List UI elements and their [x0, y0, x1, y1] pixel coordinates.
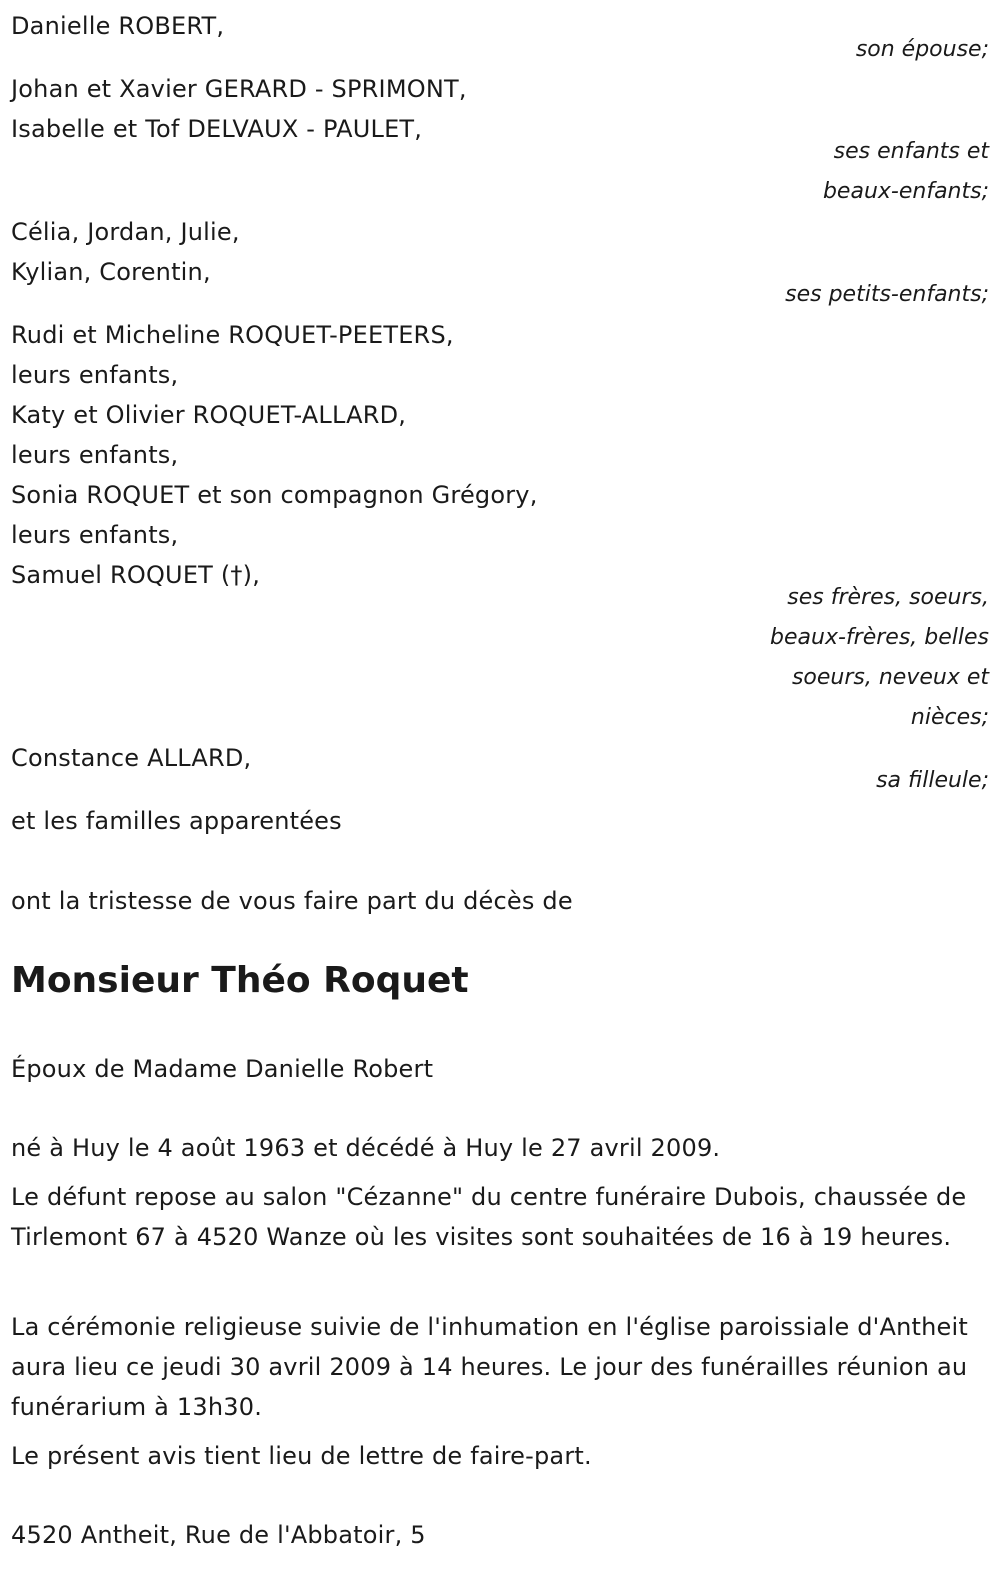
relation-label: son épouse;: [855, 37, 989, 62]
family-others: et les familles apparentées: [11, 807, 342, 835]
family-name-line: Kylian, Corentin,: [11, 258, 211, 286]
relation-label: ses enfants et: [833, 139, 989, 164]
visitation-paragraph: Le défunt repose au salon "Cézanne" du centre funéraire Dubois, chaussée de Tirlemont 67 à 4520 Wanze où les visites sont souhaitées de 16 à 19 heures.: [11, 1183, 967, 1251]
family-name-line: leurs enfants,: [11, 441, 179, 469]
announcement-text: ont la tristesse de vous faire part du décès de: [11, 887, 573, 915]
relation-label: beaux-frères, belles: [770, 625, 989, 650]
relation-label: beaux-enfants;: [822, 179, 989, 204]
family-name-line: Johan et Xavier GERARD - SPRIMONT,: [11, 75, 467, 103]
address-line: 4520 Antheit, Rue de l'Abbatoir, 5: [11, 1521, 426, 1549]
family-name-line: Rudi et Micheline ROQUET-PEETERS,: [11, 321, 454, 349]
family-name-line: Isabelle et Tof DELVAUX - PAULET,: [11, 115, 423, 143]
birth-death-line: né à Huy le 4 août 1963 et décédé à Huy le 27 avril 2009.: [11, 1134, 721, 1162]
spouse-line: Époux de Madame Danielle Robert: [11, 1055, 434, 1083]
deceased-name: Monsieur Théo Roquet: [11, 960, 469, 1001]
relation-label: sa filleule;: [876, 768, 989, 793]
relation-label: nièces;: [910, 705, 989, 730]
ceremony-paragraph: La cérémonie religieuse suivie de l'inhumation en l'église paroissiale d'Antheit aura lieu ce jeudi 30 avril 2009 à 14 heures. Le jour des funérailles réunion au funérarium à 13h30.: [11, 1313, 968, 1421]
family-name-line: Samuel ROQUET (†),: [11, 561, 261, 589]
notice-line: Le présent avis tient lieu de lettre de faire-part.: [11, 1442, 592, 1470]
family-name-line: Sonia ROQUET et son compagnon Grégory,: [11, 481, 538, 509]
family-name-line: Célia, Jordan, Julie,: [11, 218, 240, 246]
family-name-line: Katy et Olivier ROQUET-ALLARD,: [11, 401, 407, 429]
relation-label: soeurs, neveux et: [791, 665, 989, 690]
family-name-line: leurs enfants,: [11, 361, 179, 389]
family-name-line: Danielle ROBERT,: [11, 12, 225, 40]
relation-label: ses petits-enfants;: [785, 282, 989, 307]
relation-label: ses frères, soeurs,: [787, 585, 989, 610]
family-name-line: leurs enfants,: [11, 521, 179, 549]
family-name-line: Constance ALLARD,: [11, 744, 252, 772]
